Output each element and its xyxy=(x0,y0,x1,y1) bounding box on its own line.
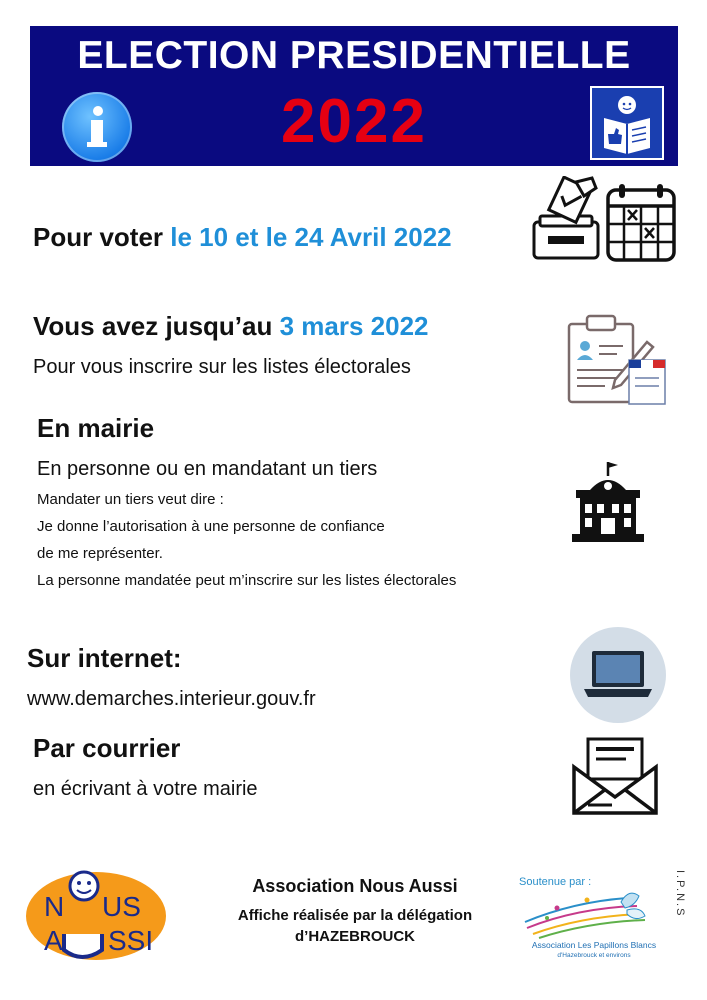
footer-association: Association Nous Aussi xyxy=(252,876,458,896)
envelope-letter-icon xyxy=(570,735,660,817)
deadline-date: 3 mars 2022 xyxy=(279,311,429,341)
vote-dates-line xyxy=(33,222,452,253)
logo-a: A xyxy=(44,925,63,956)
mairie-line1: En personne ou en mandatant un tiers xyxy=(37,458,378,480)
courrier-line: en écrivant à votre mairie xyxy=(33,778,258,800)
vote-dates: le 10 et le 24 Avril 2022 xyxy=(170,222,452,252)
logo-n: N xyxy=(44,891,65,922)
papillons-name: Association Les Papillons Blancs xyxy=(531,940,657,950)
town-hall-icon xyxy=(570,460,646,544)
deadline-line xyxy=(33,311,429,342)
deadline-prefix: Vous avez jusqu’au xyxy=(33,311,280,341)
easy-read-icon xyxy=(590,86,664,160)
internet-url: www.demarches.interieur.gouv.fr xyxy=(27,688,316,710)
mairie-detail: de me représenter. xyxy=(37,545,163,562)
papillons-blancs-logo xyxy=(517,868,667,968)
info-icon xyxy=(62,92,132,162)
footer-credit-line2: d’HAZEBROUCK xyxy=(295,928,415,945)
election-year: 2022 xyxy=(281,87,427,156)
ballot-box-icon xyxy=(530,176,602,262)
mairie-detail: Je donne l’autorisation à une personne de confiance xyxy=(37,518,385,535)
mairie-heading: En mairie xyxy=(37,413,155,443)
footer-credit-line1: Affiche réalisée par la délégation xyxy=(237,907,473,924)
papillons-sub: d'Hazebrouck et environs xyxy=(557,952,631,959)
vote-prefix: Pour voter xyxy=(33,222,171,252)
registration-form-icon xyxy=(565,314,669,406)
deadline-subtitle: Pour vous inscrire sur les listes électorales xyxy=(33,356,411,378)
internet-heading: Sur internet: xyxy=(27,643,182,673)
supported-by-label: Soutenue par : xyxy=(519,876,592,888)
header-banner xyxy=(30,26,678,166)
nous-aussi-logo xyxy=(24,864,168,964)
mairie-detail: Mandater un tiers veut dire : xyxy=(37,491,224,508)
logo-us: US xyxy=(102,891,141,922)
page-title: ELECTION PRESIDENTIELLE xyxy=(77,34,631,77)
courrier-heading: Par courrier xyxy=(33,733,181,763)
logo-ssi: SSI xyxy=(108,925,154,956)
mairie-detail: La personne mandatée peut m’inscrire sur les listes électorales xyxy=(37,572,457,589)
laptop-icon xyxy=(570,627,666,723)
ipns-mark: I.P.N.S xyxy=(674,870,686,918)
calendar-icon xyxy=(605,182,677,264)
